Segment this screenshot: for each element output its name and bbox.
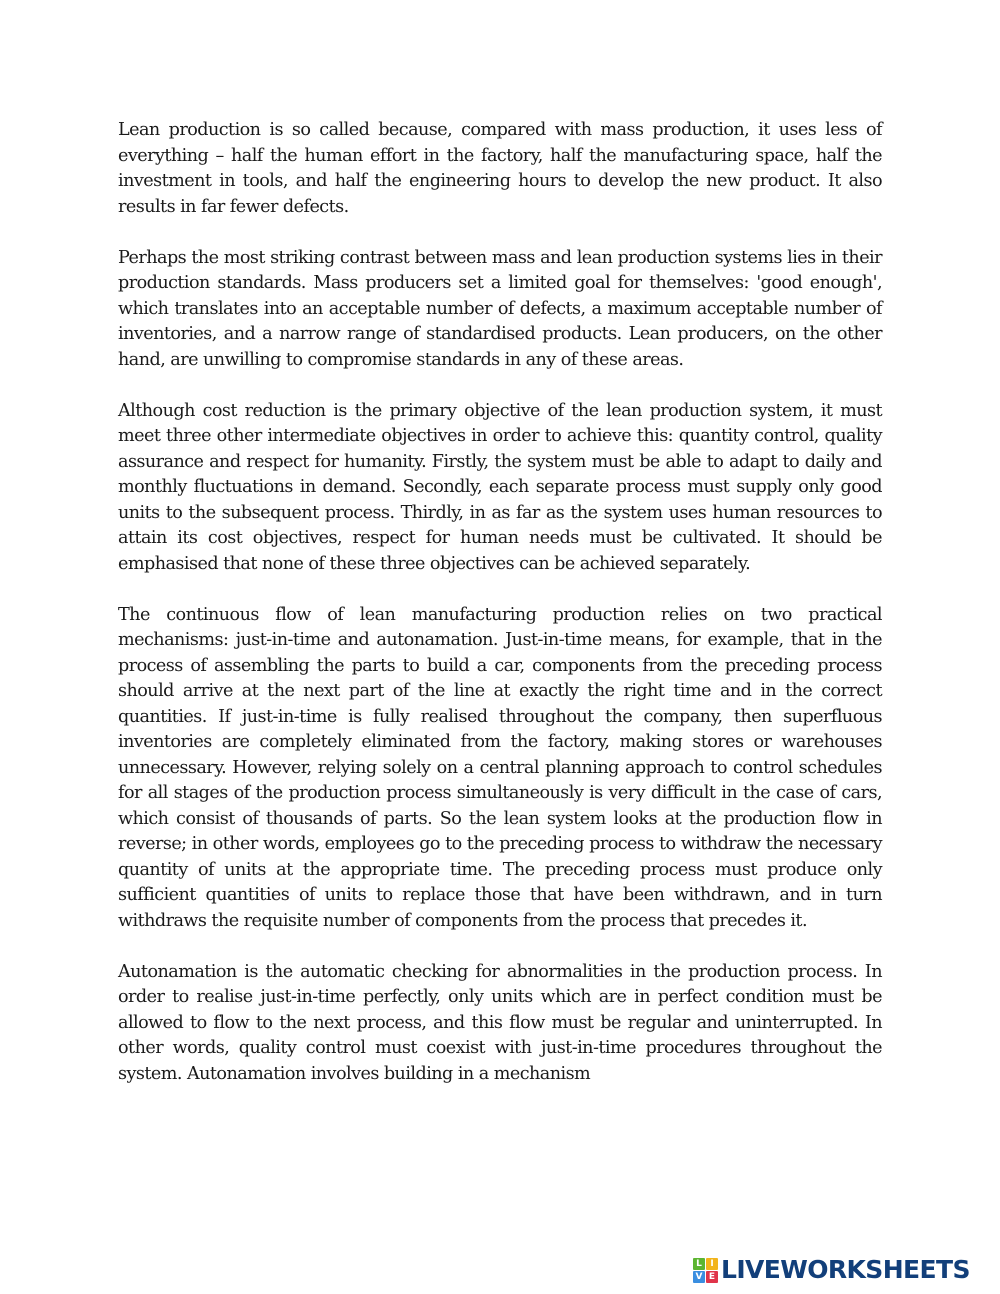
paragraph-just-in-time: The continuous flow of lean manufacturing production relies on two practical mechanisms: just-in-time and autonamation. Just-in-time means, for example, that in the process of assembling the parts to build a car, components from the preceding process should arrive at the next part of the line at exactly the right time and in the correct quantities. If just-in-time is fully realised throughout the company, then superfluous inventories are completely eliminated from the factory, making stores or warehouses unnecessary. However, relying solely on a central planning approach to control schedules for all stages of the production process simultaneously is very difficult in the case of cars, which consist of thousands of parts. So the lean system looks at the production flow in reverse; in other words, employees go to the preceding process to withdraw the necessary quantity of units at the appropriate time. The preceding process must produce only sufficient quantities of units to replace those that have been withdrawn, and in turn withdraws the requisite number of components from the process that precedes it.: [118, 604, 882, 931]
live-tiles-icon: [693, 1258, 718, 1283]
paragraph-autonamation: Autonamation is the automatic checking for abnormalities in the production process. In order to realise just-in-time perfectly, only units which are in perfect condition must be allowed to flow to the next process, and this flow must be regular and uninterrupted. In other words, quality control must coexist with just-in-time procedures throughout the system. Autonamation involves building in a mechanism: [118, 961, 882, 1084]
logo-tile-l: L: [693, 1258, 705, 1270]
logo-tile-e: E: [706, 1271, 718, 1283]
logo-tile-v: V: [693, 1271, 705, 1283]
liveworksheets-logo: [693, 1256, 970, 1284]
logo-tile-i: I: [706, 1258, 718, 1270]
paragraph-lean-definition: Lean production is so called because, compared with mass production, it uses less of everything – half the human effort in the factory, half the manufacturing space, half the investment in tools, and half the engineering hours to develop the new product. It also results in far fewer defects.: [118, 120, 882, 217]
paragraph-standards-contrast: Perhaps the most striking contrast between mass and lean production systems lies in their production standards. Mass producers set a limited goal for themselves: 'good enough', which translates into an acceptable number of defects, a maximum acceptable number of inventories, and a narrow range of standardised products. Lean producers, on the other hand, are unwilling to compromise standards in any of these areas.: [118, 247, 882, 370]
document-body: [118, 118, 882, 1113]
paragraph-objectives: Although cost reduction is the primary objective of the lean production system, it must meet three other intermediate objectives in order to achieve this: quantity control, quality assurance and respect for humanity. Firstly, the system must be able to adapt to daily and monthly fluctuations in demand. Secondly, each separate process must supply only good units to the subsequent process. Thirdly, in as far as the system uses human resources to attain its cost objectives, respect for human needs must be cultivated. It should be emphasised that none of these three objectives can be achieved separately.: [118, 400, 882, 574]
logo-wordmark: LIVEWORKSHEETS: [721, 1255, 970, 1284]
